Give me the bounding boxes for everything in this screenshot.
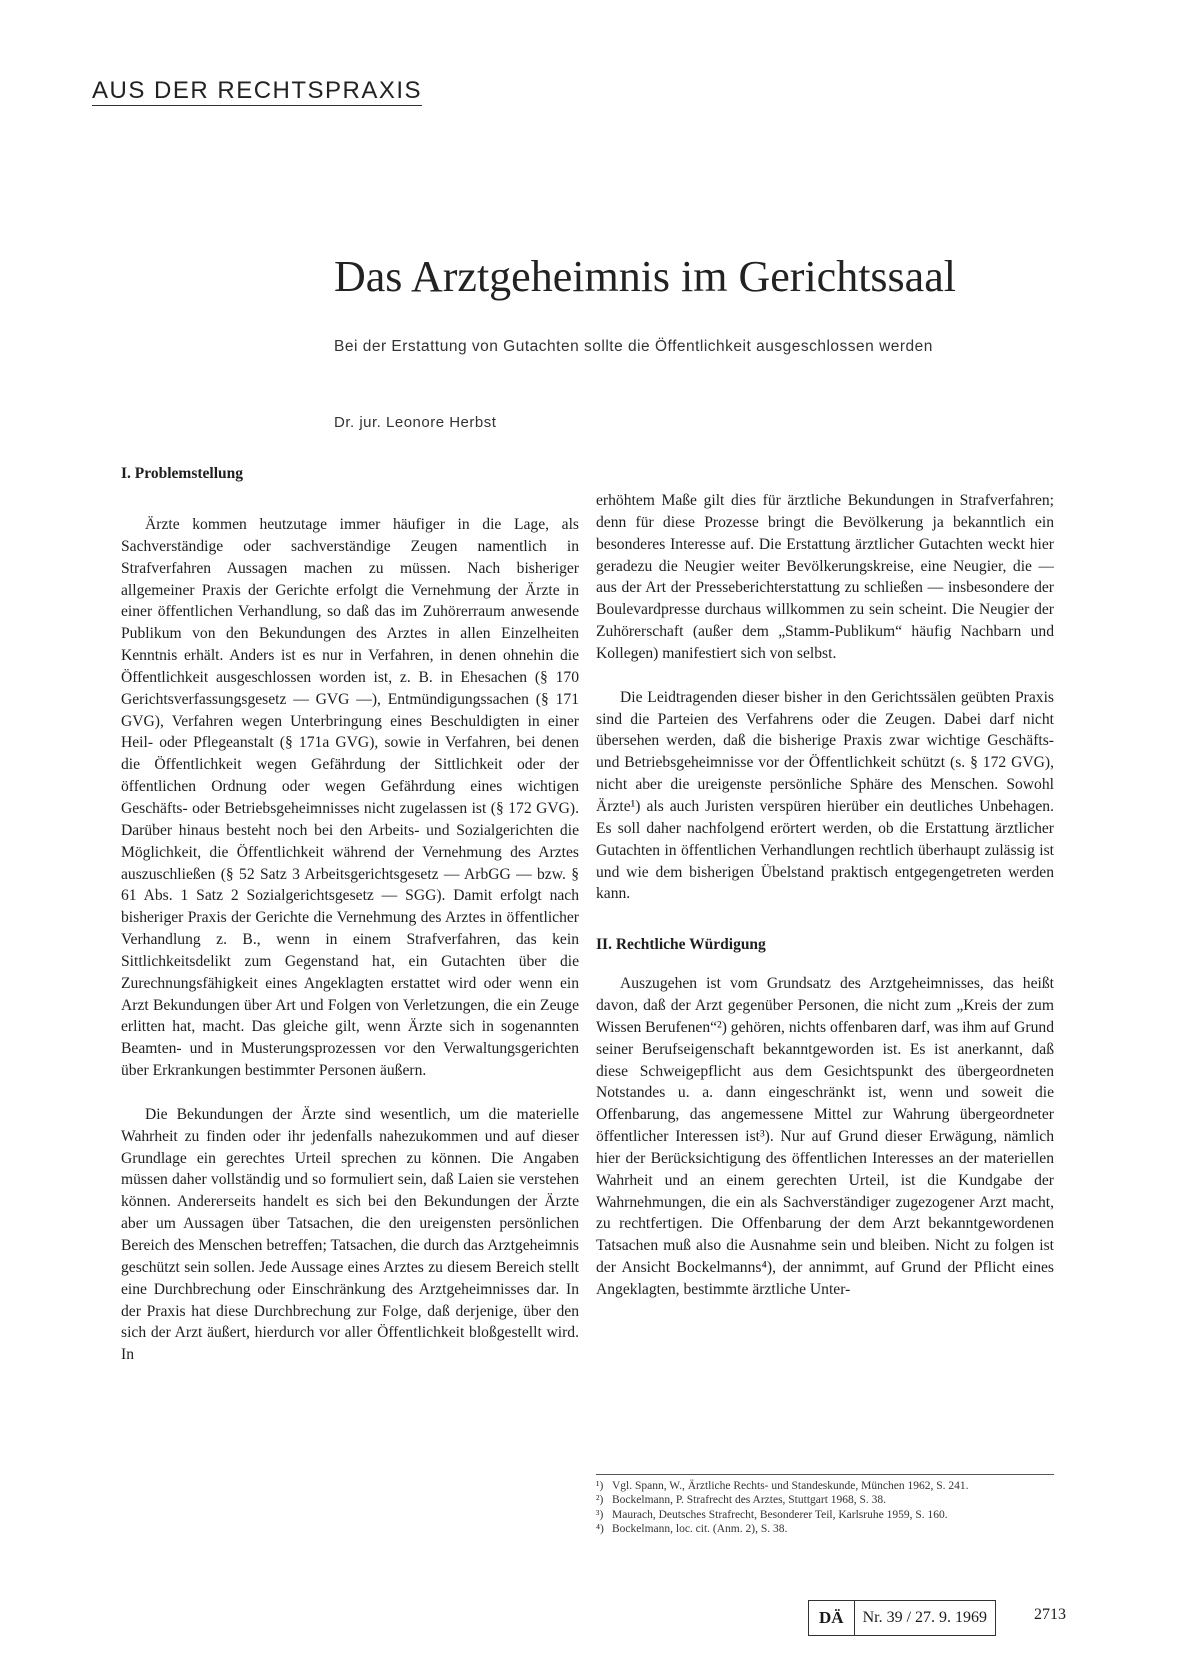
footnote-text: Maurach, Deutsches Strafrecht, Besonderer Teil, Karlsruhe 1959, S. 160. — [612, 1508, 948, 1521]
article-title: Das Arztgeheimnis im Gerichtssaal — [334, 252, 956, 301]
article-author: Dr. jur. Leonore Herbst — [334, 414, 497, 431]
footnote-number: ¹) — [596, 1480, 604, 1492]
paragraph: Auszugehen ist vom Grundsatz des Arztgeheimnisses, das heißt davon, daß der Arzt gegenüber Personen, die nicht zum „Kreis der zum Wissen Berufenen“²) gehören, nichts offenbaren darf, was ihm auf Grund seiner Berufseigenschaft bekanntgeworden ist. Es ist anerkannt, daß diese Schweigepflicht aus dem Gesichtspunkt des übergeordneten Notstandes u. a. dann eingeschränkt ist, wenn und soweit die Offenbarung, das angemessene Mittel zur Wahrung übergeordneter öffentlicher Interessen ist³). Nur auf Grund dieser Erwägung, nämlich hier der Berücksichtigung des öffentlichen Interesses an der materiellen Wahrheit und an einem gerechten Urteil, ist die Kundgabe der Wahrnehmungen, die ein als Sachverständiger zugezogener Arzt macht, zu rechtfertigen. Die Offenbarung der dem Arzt bekanntgewordenen Tatsachen muß also die Ausnahme sein und bleiben. Nicht zu folgen ist der Ansicht Bockelmanns⁴), der annimmt, auf Grund der Pflicht eines Angeklagten, bestimmte ärztliche Unter- — [596, 975, 1054, 1298]
paragraph: Ärzte kommen heutzutage immer häufiger in die Lage, als Sachverständige oder sachverständige Zeugen namentlich in Strafverfahren Aussagen machen zu müssen. Nach bisheriger allgemeiner Praxis der Gerichte erfolgt die Vernehmung der Ärzte in einer öffentlichen Verhandlung, so daß das im Zuhörerraum anwesende Publikum von den Bekundungen des Arztes in allen Einzelheiten Kenntnis erhält. Anders ist es nur in Verfahren, in denen ohnehin die Öffentlichkeit ausgeschlossen worden ist, z. B. in Ehesachen (§ 170 Gerichtsverfassungsgesetz — GVG —), Entmündigungssachen (§ 171 GVG), Verfahren wegen Unterbringung eines Beschuldigten in einer Heil- oder Pflegeanstalt (§ 171a GVG), sowie in Verfahren, bei denen die Öffentlichkeit wegen Gefährdung der Sittlichkeit oder der öffentlichen Ordnung oder wegen Gefährdung eines wichtigen Geschäfts- oder Betriebsgeheimnisses nicht zugelassen ist (§ 172 GVG). Darüber hinaus besteht noch bei den Arbeits- und Sozialgerichten die Möglichkeit, die Öffentlichkeit während der Vernehmung des Arztes auszuschließen (§ 52 Satz 3 Arbeitsgerichtsgesetz — ArbGG — bzw. § 61 Abs. 1 Satz 2 Sozialgerichtsgesetz — SGG). Damit erfolgt nach bisheriger Praxis der Gerichte die Vernehmung des Arztes in öffentlicher Verhandlung z. B., wenn in einem Strafverfahren, das kein Sittlichkeitsdelikt zum Gegenstand hat, ein Gutachten über die Zurechnungsfähigkeit eines Angeklagten erstattet wird oder wenn ein Arzt Bekundungen über Art und Folgen von Verletzungen, die ein Zeuge erlitten hat, macht. Das gleiche gilt, wenn Ärzte sich in sogenannten Beamten- und in Musterungsprozessen vor den Verwaltungsgerichten über Erkrankungen bestimmter Personen äußern. — [121, 516, 579, 1080]
footnote-number: ²) — [596, 1494, 604, 1507]
footnote — [596, 1493, 1054, 1507]
paragraph: Die Leidtragenden dieser bisher in den Gerichtssälen geübten Praxis sind die Parteien des Verfahrens oder die Zeugen. Dabei darf nicht übersehen werden, daß die bisherige Praxis zwar wichtige Geschäfts- und Betriebsgeheimnisse vor der Öffentlichkeit schützt (s. § 172 GVG), nicht aber die ureigenste persönliche Sphäre des Menschen. Sowohl Ärzte¹) als auch Juristen verspüren hierüber ein deutliches Unbehagen. Es soll daher nachfolgend erörtert werden, ob die Erstattung ärztlicher Gutachten in öffentlichen Verhandlungen rechtlich überhaupt zulässig ist und wie dem bisherigen Übelstand praktisch entgegengetreten werden kann. — [596, 688, 1054, 903]
journal-logo: DÄ — [809, 1601, 855, 1635]
right-column — [596, 490, 1054, 1301]
footnote-text: Bockelmann, loc. cit. (Anm. 2), S. 38. — [612, 1522, 788, 1535]
footnote-text: Bockelmann, P. Strafrecht des Arztes, Stuttgart 1968, S. 38. — [612, 1494, 887, 1507]
footnote — [596, 1508, 1054, 1522]
footnotes — [596, 1474, 1054, 1536]
footnote-number: ⁴) — [596, 1522, 604, 1535]
section-heading-problemstellung: I. Problemstellung — [121, 465, 243, 482]
footnote — [596, 1479, 1054, 1493]
paragraph: erhöhtem Maße gilt dies für ärztliche Bekundungen in Strafverfahren; denn für diese Prozesse bringt die Bevölkerung ja bekanntlich ein besonderes Interesse auf. Die Erstattung ärztlicher Gutachten weckt hier geradezu die Neugier weiter Bevölkerungskreise, eine Neugier, die — aus der Art der Presseberichterstattung zu schließen — insbesondere der Boulevardpresse durchaus willkommen zu sein scheint. Die Neugier der Zuhörerschaft (außer dem „Stamm-Publikum“ häufig Nachbarn und Kollegen) manifestiert sich von selbst. — [596, 492, 1054, 662]
section-heading-rechtliche-wuerdigung: II. Rechtliche Würdigung — [596, 936, 766, 954]
page-number: 2713 — [1034, 1606, 1066, 1623]
issue-info: Nr. 39 / 27. 9. 1969 — [862, 1609, 988, 1626]
journal-footer-box — [808, 1600, 996, 1636]
footnote-number: ³) — [596, 1508, 604, 1521]
left-column — [121, 465, 579, 1366]
article-subtitle: Bei der Erstattung von Gutachten sollte die Öffentlichkeit ausgeschlossen werden — [334, 338, 933, 355]
footnote — [596, 1522, 1054, 1536]
footnote-text: Vgl. Spann, W., Ärztliche Rechts- und Standeskunde, München 1962, S. 241. — [612, 1480, 969, 1492]
section-header: AUS DER RECHTSPRAXIS — [92, 77, 423, 104]
paragraph: Die Bekundungen der Ärzte sind wesentlich, um die materielle Wahrheit zu finden oder ihr jedenfalls nahezukommen und auf dieser Grundlage ein gerechtes Urteil sprechen zu können. Die Angaben müssen daher vollständig und so formuliert sein, daß Laien sie verstehen können. Andererseits handelt es sich bei den Bekundungen der Ärzte aber um Aussagen über Tatsachen, die den ureigensten persönlichen Bereich des Menschen betreffen; Tatsachen, die durch das Arztgeheimnis geschützt sein sollen. Jede Aussage eines Arztes zu diesem Bereich stellt eine Durchbrechung oder Einschränkung des Arztgeheimnisses dar. In der Praxis hat diese Durchbrechung zur Folge, daß derjenige, über den sich der Arzt äußert, hierdurch vor aller Öffentlichkeit bloßgestellt wird. In — [121, 1105, 579, 1364]
